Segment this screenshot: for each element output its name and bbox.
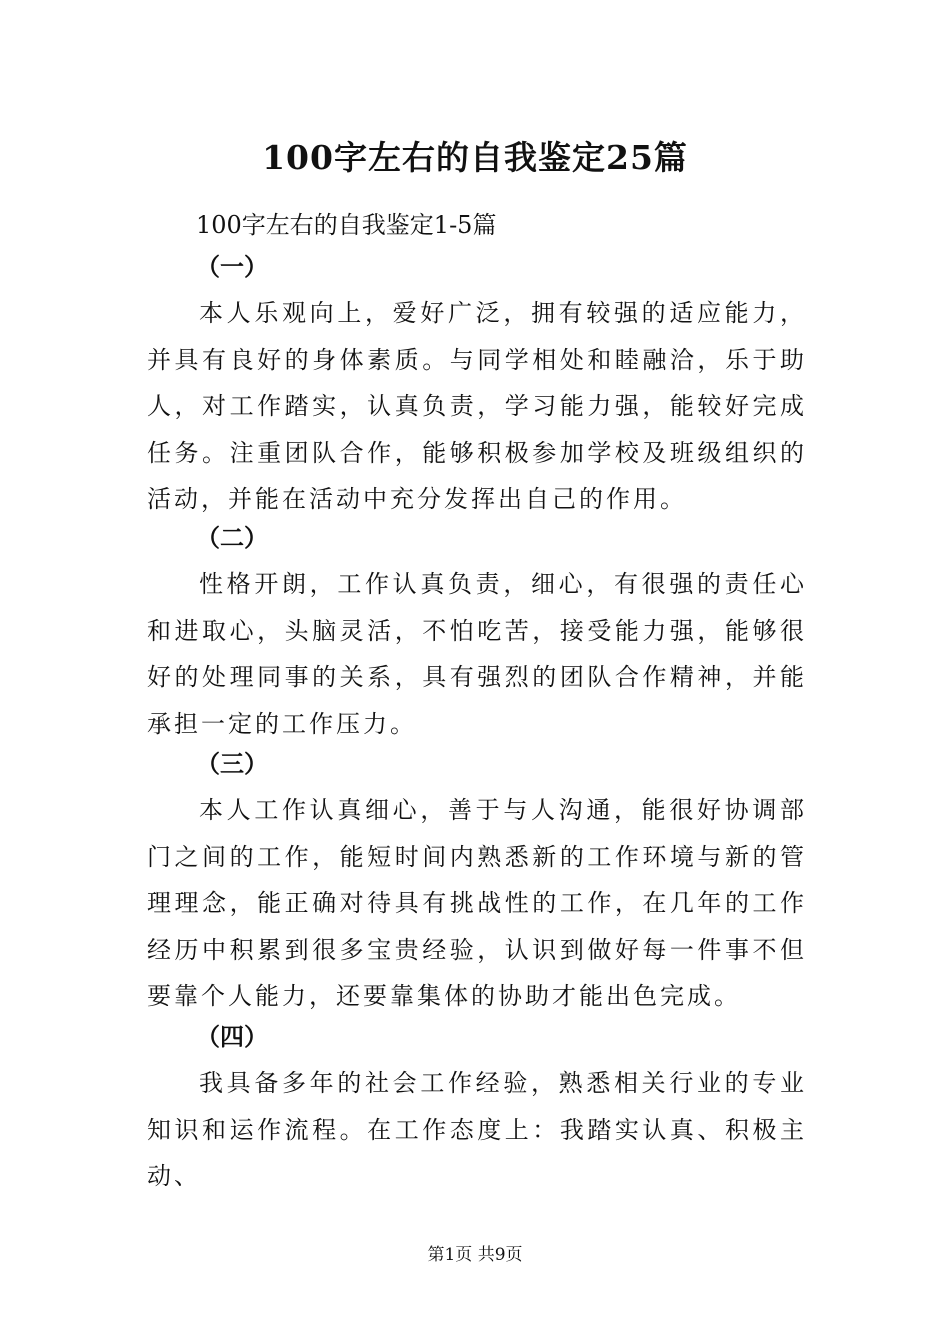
- document-subtitle: 100字左右的自我鉴定1-5篇: [196, 211, 497, 239]
- section-paragraph-2: 性格开朗，工作认真负责，细心，有很强的责任心和进取心，头脑灵活，不怕吃苦，接受能力强，能够很好的处理同事的关系，具有强烈的团队合作精神，并能承担一定的工作压力。: [147, 570, 807, 738]
- section-heading-4: （四）: [196, 1022, 268, 1051]
- section-paragraph-4: 我具备多年的社会工作经验，熟悉相关行业的专业知识和运作流程。在工作态度上：我踏实认真、积极主动、: [147, 1069, 807, 1190]
- page-footer: 第1页 共9页: [427, 1245, 523, 1265]
- section-heading-2: （二）: [196, 523, 268, 552]
- section-paragraph-3: 本人工作认真细心，善于与人沟通，能很好协调部门之间的工作，能短时间内熟悉新的工作环境与新的管理理念，能正确对待具有挑战性的工作，在几年的工作经历中积累到很多宝贵经验，认识到做好每一件事不但要靠个人能力，还要靠集体的协助才能出色完成。: [147, 796, 807, 1010]
- section-heading-3: （三）: [196, 749, 268, 778]
- document-title: 100字左右的自我鉴定25篇: [262, 138, 688, 177]
- section-paragraph-1: 本人乐观向上，爱好广泛，拥有较强的适应能力，并具有良好的身体素质。与同学相处和睦融洽，乐于助人，对工作踏实，认真负责，学习能力强，能较好完成任务。注重团队合作，能够积极参加学校及班级组织的活动，并能在活动中充分发挥出自己的作用。: [147, 299, 807, 513]
- section-heading-1: （一）: [196, 252, 268, 281]
